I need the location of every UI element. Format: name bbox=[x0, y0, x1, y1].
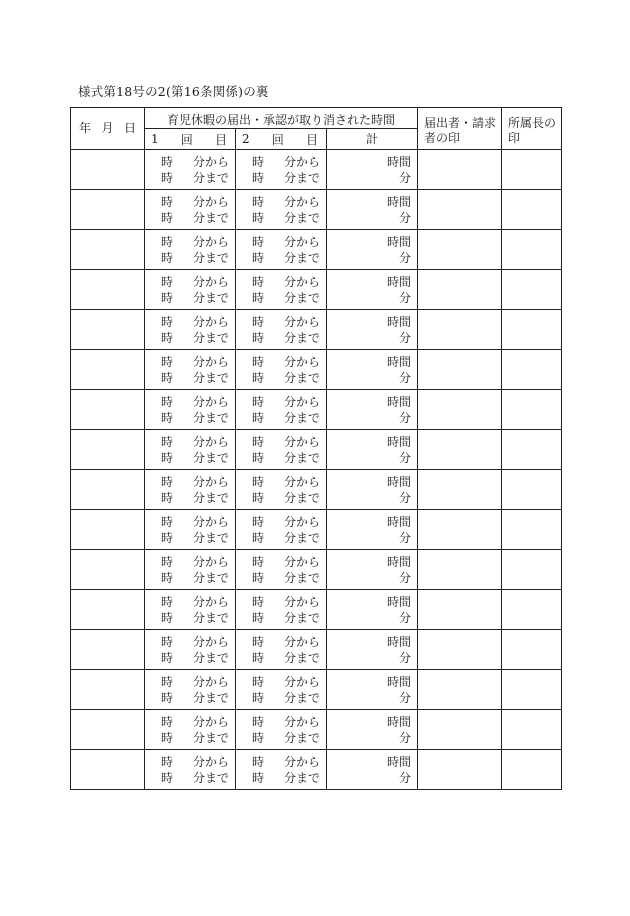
total-cell[interactable] bbox=[327, 230, 418, 270]
second-to-minute-label: 分まで bbox=[283, 171, 320, 185]
notifier-seal-cell[interactable] bbox=[418, 190, 502, 230]
leave-header-label: 育児休暇の届出・承認が取り消された時間 bbox=[167, 113, 396, 127]
first-from-minute-label: 分から bbox=[192, 195, 229, 209]
notifier-seal-cell[interactable] bbox=[418, 230, 502, 270]
first-to-hour-label: 時 bbox=[161, 411, 174, 425]
second-to-hour-label: 時 bbox=[252, 411, 265, 425]
second-time-cell[interactable] bbox=[236, 390, 327, 430]
second-to-minute-label: 分まで bbox=[283, 411, 320, 425]
second-from-hour-label: 時 bbox=[252, 395, 265, 409]
first-from-minute-label: 分から bbox=[192, 515, 229, 529]
total-header-cell bbox=[327, 129, 418, 150]
second-to-hour-label: 時 bbox=[252, 731, 265, 745]
second-from-minute-label: 分から bbox=[283, 315, 320, 329]
second-time-cell[interactable] bbox=[236, 150, 327, 190]
second-to-hour-label: 時 bbox=[252, 691, 265, 705]
first-to-minute-label: 分まで bbox=[192, 571, 229, 585]
first-time-cell[interactable] bbox=[145, 590, 236, 630]
chief-header-cell bbox=[502, 108, 562, 150]
date-cell[interactable] bbox=[71, 230, 145, 270]
second-time-cell[interactable] bbox=[236, 550, 327, 590]
second-time-cell[interactable] bbox=[236, 470, 327, 510]
first-time-cell[interactable] bbox=[145, 630, 236, 670]
notifier-seal-cell[interactable] bbox=[418, 150, 502, 190]
second-from-hour-label: 時 bbox=[252, 555, 265, 569]
first-time-cell[interactable] bbox=[145, 710, 236, 750]
notifier-seal-cell[interactable] bbox=[418, 310, 502, 350]
total-cell[interactable] bbox=[327, 510, 418, 550]
date-cell[interactable] bbox=[71, 510, 145, 550]
total-hours-label: 時間 bbox=[387, 515, 412, 529]
first-time-cell[interactable] bbox=[145, 670, 236, 710]
first-from-hour-label: 時 bbox=[161, 595, 174, 609]
total-cell[interactable] bbox=[327, 550, 418, 590]
first-to-minute-label: 分まで bbox=[192, 371, 229, 385]
first-from-hour-label: 時 bbox=[161, 515, 174, 529]
first-to-hour-label: 時 bbox=[161, 171, 174, 185]
first-from-minute-label: 分から bbox=[192, 395, 229, 409]
second-time-header-cell bbox=[236, 129, 327, 150]
total-minutes-label: 分 bbox=[399, 571, 412, 585]
second-from-minute-label: 分から bbox=[283, 195, 320, 209]
total-minutes-label: 分 bbox=[399, 411, 412, 425]
second-to-minute-label: 分まで bbox=[283, 211, 320, 225]
first-to-minute-label: 分まで bbox=[192, 611, 229, 625]
second-time-num: 2 bbox=[242, 132, 250, 146]
second-time-cell[interactable] bbox=[236, 230, 327, 270]
table-row bbox=[71, 350, 562, 390]
table-row bbox=[71, 430, 562, 470]
date-cell[interactable] bbox=[71, 270, 145, 310]
table-row bbox=[71, 150, 562, 190]
first-from-hour-label: 時 bbox=[161, 235, 174, 249]
table-row bbox=[71, 310, 562, 350]
chief-seal-cell[interactable] bbox=[502, 470, 562, 510]
first-to-minute-label: 分まで bbox=[192, 691, 229, 705]
first-from-minute-label: 分から bbox=[192, 315, 229, 329]
first-from-hour-label: 時 bbox=[161, 755, 174, 769]
table-row bbox=[71, 270, 562, 310]
second-to-minute-label: 分まで bbox=[283, 691, 320, 705]
first-time-cell[interactable] bbox=[145, 430, 236, 470]
first-from-minute-label: 分から bbox=[192, 475, 229, 489]
first-time-cell[interactable] bbox=[145, 270, 236, 310]
date-cell[interactable] bbox=[71, 670, 145, 710]
notifier-seal-cell[interactable] bbox=[418, 550, 502, 590]
second-time-cell[interactable] bbox=[236, 670, 327, 710]
second-to-minute-label: 分まで bbox=[283, 651, 320, 665]
first-from-hour-label: 時 bbox=[161, 195, 174, 209]
second-to-hour-label: 時 bbox=[252, 291, 265, 305]
first-from-minute-label: 分から bbox=[192, 555, 229, 569]
chief-seal-cell[interactable] bbox=[502, 710, 562, 750]
leave-cancellation-table bbox=[70, 107, 562, 790]
total-minutes-label: 分 bbox=[399, 771, 412, 785]
notifier-seal-cell[interactable] bbox=[418, 470, 502, 510]
first-to-hour-label: 時 bbox=[161, 491, 174, 505]
first-from-minute-label: 分から bbox=[192, 675, 229, 689]
first-to-minute-label: 分まで bbox=[192, 331, 229, 345]
first-to-hour-label: 時 bbox=[161, 251, 174, 265]
second-time-cell[interactable] bbox=[236, 190, 327, 230]
second-to-minute-label: 分まで bbox=[283, 571, 320, 585]
total-cell[interactable] bbox=[327, 470, 418, 510]
chief-seal-cell[interactable] bbox=[502, 510, 562, 550]
date-cell[interactable] bbox=[71, 590, 145, 630]
second-time-cell[interactable] bbox=[236, 350, 327, 390]
chief-header-line2: 印 bbox=[508, 131, 521, 145]
first-to-hour-label: 時 bbox=[161, 571, 174, 585]
second-to-hour-label: 時 bbox=[252, 771, 265, 785]
notifier-header-cell bbox=[418, 108, 502, 150]
chief-seal-cell[interactable] bbox=[502, 630, 562, 670]
total-minutes-label: 分 bbox=[399, 331, 412, 345]
first-to-hour-label: 時 bbox=[161, 771, 174, 785]
first-time-cell[interactable] bbox=[145, 510, 236, 550]
first-from-minute-label: 分から bbox=[192, 275, 229, 289]
second-from-minute-label: 分から bbox=[283, 275, 320, 289]
notifier-seal-cell[interactable] bbox=[418, 430, 502, 470]
second-to-minute-label: 分まで bbox=[283, 531, 320, 545]
date-cell[interactable] bbox=[71, 630, 145, 670]
first-from-minute-label: 分から bbox=[192, 155, 229, 169]
total-cell[interactable] bbox=[327, 350, 418, 390]
second-to-minute-label: 分まで bbox=[283, 491, 320, 505]
chief-seal-cell[interactable] bbox=[502, 430, 562, 470]
second-time-cell[interactable] bbox=[236, 750, 327, 790]
chief-seal-cell[interactable] bbox=[502, 150, 562, 190]
second-to-minute-label: 分まで bbox=[283, 331, 320, 345]
date-cell[interactable] bbox=[71, 550, 145, 590]
second-from-hour-label: 時 bbox=[252, 355, 265, 369]
date-cell[interactable] bbox=[71, 750, 145, 790]
notifier-seal-cell[interactable] bbox=[418, 670, 502, 710]
date-cell[interactable] bbox=[71, 470, 145, 510]
chief-seal-cell[interactable] bbox=[502, 590, 562, 630]
first-time-cell[interactable] bbox=[145, 230, 236, 270]
table-row bbox=[71, 590, 562, 630]
second-from-hour-label: 時 bbox=[252, 595, 265, 609]
first-to-minute-label: 分まで bbox=[192, 171, 229, 185]
second-to-minute-label: 分まで bbox=[283, 371, 320, 385]
second-from-minute-label: 分から bbox=[283, 435, 320, 449]
table-row bbox=[71, 190, 562, 230]
total-cell[interactable] bbox=[327, 710, 418, 750]
first-time-cell[interactable] bbox=[145, 390, 236, 430]
notifier-seal-cell[interactable] bbox=[418, 750, 502, 790]
second-from-hour-label: 時 bbox=[252, 715, 265, 729]
total-hours-label: 時間 bbox=[387, 195, 412, 209]
total-cell[interactable] bbox=[327, 430, 418, 470]
chief-seal-cell[interactable] bbox=[502, 190, 562, 230]
second-from-hour-label: 時 bbox=[252, 475, 265, 489]
total-cell[interactable] bbox=[327, 190, 418, 230]
first-from-hour-label: 時 bbox=[161, 715, 174, 729]
total-minutes-label: 分 bbox=[399, 611, 412, 625]
second-from-hour-label: 時 bbox=[252, 275, 265, 289]
first-to-minute-label: 分まで bbox=[192, 411, 229, 425]
table-row bbox=[71, 390, 562, 430]
table-row bbox=[71, 630, 562, 670]
table-row bbox=[71, 710, 562, 750]
table-row bbox=[71, 550, 562, 590]
first-to-hour-label: 時 bbox=[161, 531, 174, 545]
notifier-seal-cell[interactable] bbox=[418, 390, 502, 430]
notifier-seal-cell[interactable] bbox=[418, 630, 502, 670]
total-cell[interactable] bbox=[327, 630, 418, 670]
date-cell[interactable] bbox=[71, 350, 145, 390]
total-cell[interactable] bbox=[327, 750, 418, 790]
total-hours-label: 時間 bbox=[387, 755, 412, 769]
second-from-hour-label: 時 bbox=[252, 675, 265, 689]
second-from-hour-label: 時 bbox=[252, 195, 265, 209]
first-to-hour-label: 時 bbox=[161, 651, 174, 665]
first-to-minute-label: 分まで bbox=[192, 771, 229, 785]
second-time-kai: 回 bbox=[271, 132, 284, 147]
first-time-kai: 回 bbox=[180, 132, 193, 147]
second-from-minute-label: 分から bbox=[283, 235, 320, 249]
total-hours-label: 時間 bbox=[387, 635, 412, 649]
first-from-minute-label: 分から bbox=[192, 635, 229, 649]
year-label: 年 bbox=[79, 121, 92, 135]
first-to-minute-label: 分まで bbox=[192, 491, 229, 505]
second-from-minute-label: 分から bbox=[283, 635, 320, 649]
total-hours-label: 時間 bbox=[387, 715, 412, 729]
first-to-minute-label: 分まで bbox=[192, 251, 229, 265]
first-from-minute-label: 分から bbox=[192, 715, 229, 729]
first-to-minute-label: 分まで bbox=[192, 291, 229, 305]
chief-seal-cell[interactable] bbox=[502, 390, 562, 430]
table-row bbox=[71, 670, 562, 710]
second-from-minute-label: 分から bbox=[283, 395, 320, 409]
chief-seal-cell[interactable] bbox=[502, 270, 562, 310]
second-to-minute-label: 分まで bbox=[283, 731, 320, 745]
total-hours-label: 時間 bbox=[387, 275, 412, 289]
second-time-cell[interactable] bbox=[236, 310, 327, 350]
chief-header-line1: 所属長の bbox=[508, 116, 557, 130]
first-time-header-cell bbox=[145, 129, 236, 150]
first-to-hour-label: 時 bbox=[161, 211, 174, 225]
total-minutes-label: 分 bbox=[399, 211, 412, 225]
first-time-cell[interactable] bbox=[145, 310, 236, 350]
total-minutes-label: 分 bbox=[399, 291, 412, 305]
total-cell[interactable] bbox=[327, 390, 418, 430]
day-label: 日 bbox=[123, 121, 136, 135]
second-to-hour-label: 時 bbox=[252, 451, 265, 465]
first-from-hour-label: 時 bbox=[161, 475, 174, 489]
second-to-minute-label: 分まで bbox=[283, 771, 320, 785]
second-to-hour-label: 時 bbox=[252, 371, 265, 385]
second-from-hour-label: 時 bbox=[252, 315, 265, 329]
date-cell[interactable] bbox=[71, 310, 145, 350]
total-minutes-label: 分 bbox=[399, 451, 412, 465]
first-to-hour-label: 時 bbox=[161, 691, 174, 705]
second-time-cell[interactable] bbox=[236, 710, 327, 750]
first-from-minute-label: 分から bbox=[192, 755, 229, 769]
date-cell[interactable] bbox=[71, 390, 145, 430]
second-to-minute-label: 分まで bbox=[283, 611, 320, 625]
second-from-minute-label: 分から bbox=[283, 675, 320, 689]
first-from-hour-label: 時 bbox=[161, 435, 174, 449]
first-from-minute-label: 分から bbox=[192, 595, 229, 609]
first-to-minute-label: 分まで bbox=[192, 531, 229, 545]
total-cell[interactable] bbox=[327, 670, 418, 710]
second-to-hour-label: 時 bbox=[252, 491, 265, 505]
first-from-minute-label: 分から bbox=[192, 435, 229, 449]
second-from-hour-label: 時 bbox=[252, 435, 265, 449]
first-time-cell[interactable] bbox=[145, 550, 236, 590]
table-row bbox=[71, 230, 562, 270]
chief-seal-cell[interactable] bbox=[502, 310, 562, 350]
second-to-minute-label: 分まで bbox=[283, 251, 320, 265]
total-hours-label: 時間 bbox=[387, 235, 412, 249]
first-from-hour-label: 時 bbox=[161, 555, 174, 569]
first-to-minute-label: 分まで bbox=[192, 651, 229, 665]
total-header-label: 計 bbox=[366, 132, 379, 146]
second-to-minute-label: 分まで bbox=[283, 451, 320, 465]
first-to-hour-label: 時 bbox=[161, 451, 174, 465]
first-to-minute-label: 分まで bbox=[192, 211, 229, 225]
total-minutes-label: 分 bbox=[399, 371, 412, 385]
first-from-hour-label: 時 bbox=[161, 355, 174, 369]
first-from-hour-label: 時 bbox=[161, 675, 174, 689]
second-from-minute-label: 分から bbox=[283, 155, 320, 169]
total-minutes-label: 分 bbox=[399, 691, 412, 705]
total-minutes-label: 分 bbox=[399, 651, 412, 665]
second-time-cell[interactable] bbox=[236, 510, 327, 550]
notifier-seal-cell[interactable] bbox=[418, 350, 502, 390]
second-from-hour-label: 時 bbox=[252, 155, 265, 169]
date-cell[interactable] bbox=[71, 190, 145, 230]
chief-seal-cell[interactable] bbox=[502, 750, 562, 790]
first-from-hour-label: 時 bbox=[161, 275, 174, 289]
total-hours-label: 時間 bbox=[387, 395, 412, 409]
total-hours-label: 時間 bbox=[387, 155, 412, 169]
table-row bbox=[71, 470, 562, 510]
first-time-cell[interactable] bbox=[145, 750, 236, 790]
notifier-seal-cell[interactable] bbox=[418, 510, 502, 550]
first-time-me: 目 bbox=[214, 132, 227, 147]
second-to-hour-label: 時 bbox=[252, 531, 265, 545]
second-from-hour-label: 時 bbox=[252, 515, 265, 529]
date-cell[interactable] bbox=[71, 710, 145, 750]
chief-seal-cell[interactable] bbox=[502, 670, 562, 710]
total-hours-label: 時間 bbox=[387, 675, 412, 689]
total-hours-label: 時間 bbox=[387, 595, 412, 609]
total-cell[interactable] bbox=[327, 150, 418, 190]
first-from-minute-label: 分から bbox=[192, 235, 229, 249]
second-time-cell[interactable] bbox=[236, 590, 327, 630]
first-to-hour-label: 時 bbox=[161, 371, 174, 385]
first-from-hour-label: 時 bbox=[161, 395, 174, 409]
first-to-hour-label: 時 bbox=[161, 291, 174, 305]
chief-seal-cell[interactable] bbox=[502, 550, 562, 590]
second-to-hour-label: 時 bbox=[252, 571, 265, 585]
date-cell[interactable] bbox=[71, 430, 145, 470]
second-from-minute-label: 分から bbox=[283, 475, 320, 489]
total-minutes-label: 分 bbox=[399, 171, 412, 185]
leave-header-cell bbox=[145, 108, 418, 129]
first-from-hour-label: 時 bbox=[161, 315, 174, 329]
first-time-cell[interactable] bbox=[145, 150, 236, 190]
second-to-hour-label: 時 bbox=[252, 331, 265, 345]
notifier-seal-cell[interactable] bbox=[418, 270, 502, 310]
month-label: 月 bbox=[101, 121, 114, 135]
notifier-header-line2: 者の印 bbox=[424, 131, 461, 145]
second-from-minute-label: 分から bbox=[283, 715, 320, 729]
second-time-me: 目 bbox=[305, 132, 318, 147]
first-from-hour-label: 時 bbox=[161, 155, 174, 169]
total-cell[interactable] bbox=[327, 590, 418, 630]
second-time-cell[interactable] bbox=[236, 270, 327, 310]
total-cell[interactable] bbox=[327, 310, 418, 350]
first-time-cell[interactable] bbox=[145, 190, 236, 230]
second-to-minute-label: 分まで bbox=[283, 291, 320, 305]
table-row bbox=[71, 510, 562, 550]
second-from-hour-label: 時 bbox=[252, 755, 265, 769]
first-from-hour-label: 時 bbox=[161, 635, 174, 649]
total-minutes-label: 分 bbox=[399, 491, 412, 505]
form-title: 様式第18号の2(第16条関係)の裏 bbox=[78, 84, 269, 99]
second-to-hour-label: 時 bbox=[252, 251, 265, 265]
total-hours-label: 時間 bbox=[387, 435, 412, 449]
total-hours-label: 時間 bbox=[387, 315, 412, 329]
second-from-minute-label: 分から bbox=[283, 595, 320, 609]
second-to-hour-label: 時 bbox=[252, 211, 265, 225]
total-cell[interactable] bbox=[327, 270, 418, 310]
first-time-num: 1 bbox=[151, 132, 159, 146]
first-time-cell[interactable] bbox=[145, 350, 236, 390]
second-from-minute-label: 分から bbox=[283, 355, 320, 369]
first-time-cell[interactable] bbox=[145, 470, 236, 510]
total-hours-label: 時間 bbox=[387, 555, 412, 569]
second-from-hour-label: 時 bbox=[252, 635, 265, 649]
first-to-hour-label: 時 bbox=[161, 331, 174, 345]
second-time-cell[interactable] bbox=[236, 430, 327, 470]
second-from-minute-label: 分から bbox=[283, 515, 320, 529]
first-to-hour-label: 時 bbox=[161, 611, 174, 625]
chief-seal-cell[interactable] bbox=[502, 350, 562, 390]
date-header-cell bbox=[71, 108, 145, 150]
total-minutes-label: 分 bbox=[399, 731, 412, 745]
first-from-minute-label: 分から bbox=[192, 355, 229, 369]
chief-seal-cell[interactable] bbox=[502, 230, 562, 270]
second-from-hour-label: 時 bbox=[252, 235, 265, 249]
second-from-minute-label: 分から bbox=[283, 555, 320, 569]
first-to-hour-label: 時 bbox=[161, 731, 174, 745]
first-to-minute-label: 分まで bbox=[192, 731, 229, 745]
second-time-cell[interactable] bbox=[236, 630, 327, 670]
notifier-header-line1: 届出者・請求 bbox=[424, 116, 497, 130]
notifier-seal-cell[interactable] bbox=[418, 710, 502, 750]
second-to-hour-label: 時 bbox=[252, 171, 265, 185]
second-to-hour-label: 時 bbox=[252, 651, 265, 665]
total-hours-label: 時間 bbox=[387, 475, 412, 489]
table-row bbox=[71, 750, 562, 790]
total-minutes-label: 分 bbox=[399, 251, 412, 265]
second-from-minute-label: 分から bbox=[283, 755, 320, 769]
first-to-minute-label: 分まで bbox=[192, 451, 229, 465]
total-minutes-label: 分 bbox=[399, 531, 412, 545]
second-to-hour-label: 時 bbox=[252, 611, 265, 625]
total-hours-label: 時間 bbox=[387, 355, 412, 369]
notifier-seal-cell[interactable] bbox=[418, 590, 502, 630]
date-cell[interactable] bbox=[71, 150, 145, 190]
